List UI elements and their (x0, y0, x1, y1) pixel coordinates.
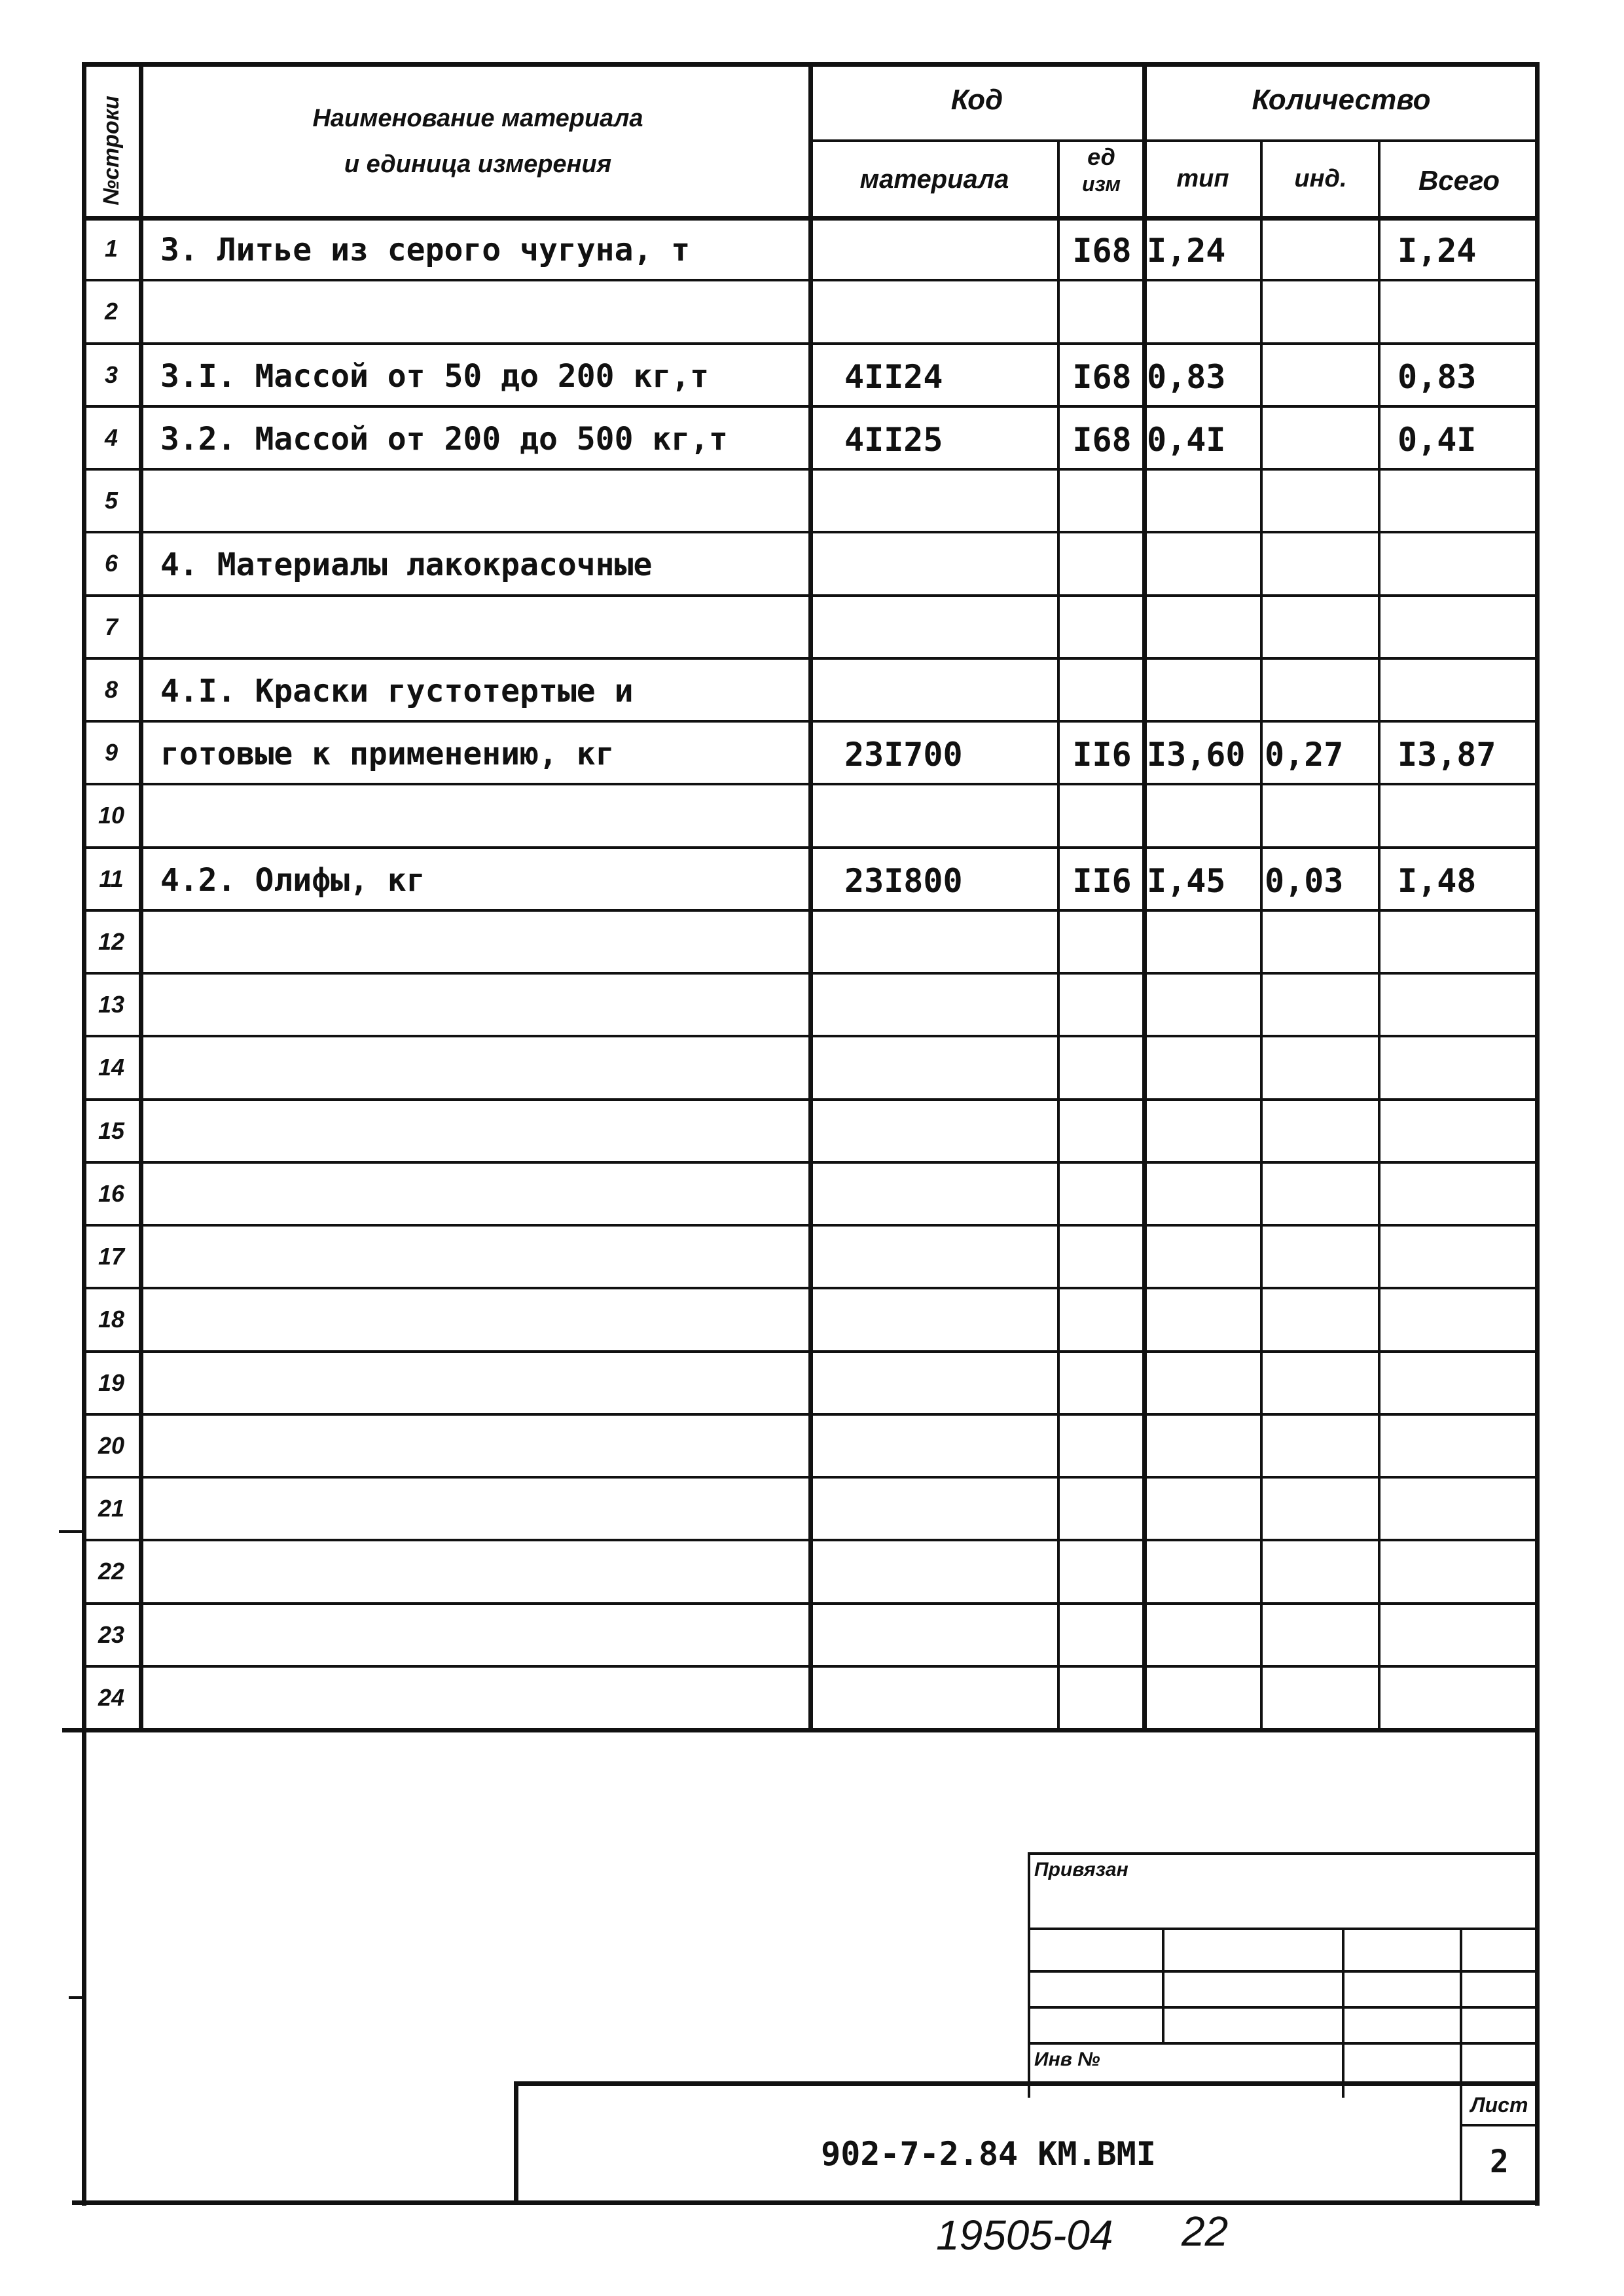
row-number: 23 (98, 1621, 125, 1648)
row-number: 14 (98, 1054, 125, 1081)
frame-bottom (72, 2200, 1540, 2205)
row-divider (82, 1287, 1536, 1289)
code-header: Код (950, 84, 1003, 116)
row-number: 22 (98, 1558, 125, 1585)
cell-name: 4.I. Краски густотертые и (160, 672, 634, 709)
row-divider (82, 405, 1536, 408)
cell-unit: II6 (1072, 736, 1132, 774)
sheet-label: Лист (1470, 2093, 1528, 2117)
row-number-header: №строки (99, 96, 124, 206)
name-header-line1: Наименование материала (312, 105, 643, 132)
row-number: 18 (98, 1306, 125, 1333)
inv-no-label: Инв № (1034, 2049, 1100, 2070)
cell-name: готовые к применению, кг (160, 736, 615, 772)
typ-header: тип (1176, 165, 1229, 192)
row-divider (82, 1098, 1536, 1101)
cell-code: 23I700 (844, 736, 963, 774)
table-bottom-line (62, 1728, 1540, 1732)
cell-unit: I68 (1072, 232, 1132, 270)
unit-header-line1: ед (1087, 143, 1115, 170)
cell-typ: 0,4I (1147, 420, 1226, 459)
col-line-num (139, 62, 143, 1731)
cell-unit: II6 (1072, 861, 1132, 900)
row-divider (82, 594, 1536, 597)
row-number: 13 (98, 991, 125, 1018)
col-line-ind (1378, 139, 1380, 1731)
row-number: 2 (104, 298, 118, 325)
row-divider (82, 783, 1536, 785)
ind-header: инд. (1294, 165, 1347, 192)
row-number: 16 (98, 1179, 125, 1207)
cell-name: 4.2. Олифы, кг (160, 861, 425, 899)
cell-ind: 0,03 (1265, 861, 1344, 900)
row-number: 15 (98, 1117, 125, 1144)
row-divider (82, 1035, 1536, 1037)
sheet-label-line (1460, 2124, 1537, 2126)
row-number: 4 (104, 423, 118, 451)
cell-unit: I68 (1072, 357, 1132, 396)
row-divider (82, 846, 1536, 849)
material-header: материала (859, 165, 1009, 194)
sheet-number: 2 (1490, 2144, 1509, 2180)
stamp-col-2 (1342, 1928, 1344, 2098)
row-divider (82, 342, 1536, 345)
row-number: 21 (98, 1495, 125, 1522)
row-divider (82, 909, 1536, 912)
page-number: 22 (1182, 2208, 1229, 2255)
cell-name: 3.2. Массой от 200 до 500 кг,т (160, 420, 728, 457)
cell-total: 0,4I (1398, 420, 1477, 459)
row-divider (82, 1602, 1536, 1605)
row-number: 24 (98, 1683, 125, 1711)
cell-typ: I,45 (1147, 861, 1226, 900)
row-divider (82, 1413, 1536, 1416)
row-number: 17 (98, 1243, 125, 1270)
col-line-unit (1142, 62, 1147, 1731)
unit-header-line2: изм (1081, 172, 1121, 196)
row-number: 6 (104, 550, 118, 577)
row-number: 10 (98, 802, 125, 829)
row-divider (82, 972, 1536, 975)
total-header: Всего (1418, 165, 1500, 196)
margin-tick-21 (59, 1530, 85, 1533)
row-divider (82, 468, 1536, 471)
header-mid-line (808, 139, 1537, 142)
cell-name: 3. Литье из серого чугуна, т (160, 232, 691, 268)
name-header-line2: и единица измерения (344, 151, 612, 178)
cell-ind: 0,27 (1265, 736, 1344, 774)
row-number: 11 (99, 865, 124, 892)
col-line-name (808, 62, 813, 1731)
row-number: 12 (98, 927, 125, 955)
row-divider (82, 1224, 1536, 1227)
stamp-col-1 (1162, 1928, 1164, 2042)
row-divider (82, 1539, 1536, 1541)
cell-unit: I68 (1072, 420, 1132, 459)
cell-code: 23I800 (844, 861, 963, 900)
row-divider (82, 657, 1536, 660)
row-number: 3 (104, 361, 118, 388)
margin-tick-mid (69, 1996, 85, 1999)
row-divider (82, 1476, 1536, 1479)
row-divider (82, 720, 1536, 723)
archive-number: 19505-04 (936, 2212, 1113, 2259)
stamp-left-line (1028, 1852, 1030, 2098)
row-number: 1 (104, 235, 118, 262)
cell-code: 4II24 (844, 357, 943, 396)
frame-left (82, 62, 86, 2206)
frame-right (1535, 62, 1540, 2206)
cell-total: I3,87 (1398, 736, 1496, 774)
cell-name: 4. Материалы лакокрасочные (160, 547, 653, 584)
row-number: 19 (98, 1369, 125, 1396)
row-number: 5 (104, 487, 118, 514)
bound-label: Привязан (1034, 1859, 1128, 1880)
cell-total: I,48 (1398, 861, 1477, 900)
row-divider (82, 1161, 1536, 1164)
document-code: 902-7-2.84 КМ.ВМI (821, 2135, 1156, 2173)
cell-typ: I3,60 (1147, 736, 1246, 774)
row-divider (82, 279, 1536, 281)
col-line-typ (1260, 139, 1263, 1731)
row-number: 20 (98, 1431, 125, 1459)
row-divider (82, 1665, 1536, 1668)
stamp-top-line (1028, 1852, 1538, 1855)
row-number: 8 (104, 675, 118, 703)
row-divider (82, 1350, 1536, 1353)
row-divider (82, 531, 1536, 533)
col-line-code (1057, 139, 1060, 1731)
quantity-header: Количество (1252, 84, 1431, 116)
cell-code: 4II25 (844, 420, 943, 459)
cell-total: I,24 (1398, 232, 1477, 270)
row-number: 7 (104, 613, 118, 640)
title-block-top (514, 2081, 1540, 2086)
row-number: 9 (104, 739, 118, 766)
cell-name: 3.I. Массой от 50 до 200 кг,т (160, 357, 710, 395)
cell-typ: I,24 (1147, 232, 1226, 270)
cell-typ: 0,83 (1147, 357, 1226, 396)
cell-total: 0,83 (1398, 357, 1477, 396)
